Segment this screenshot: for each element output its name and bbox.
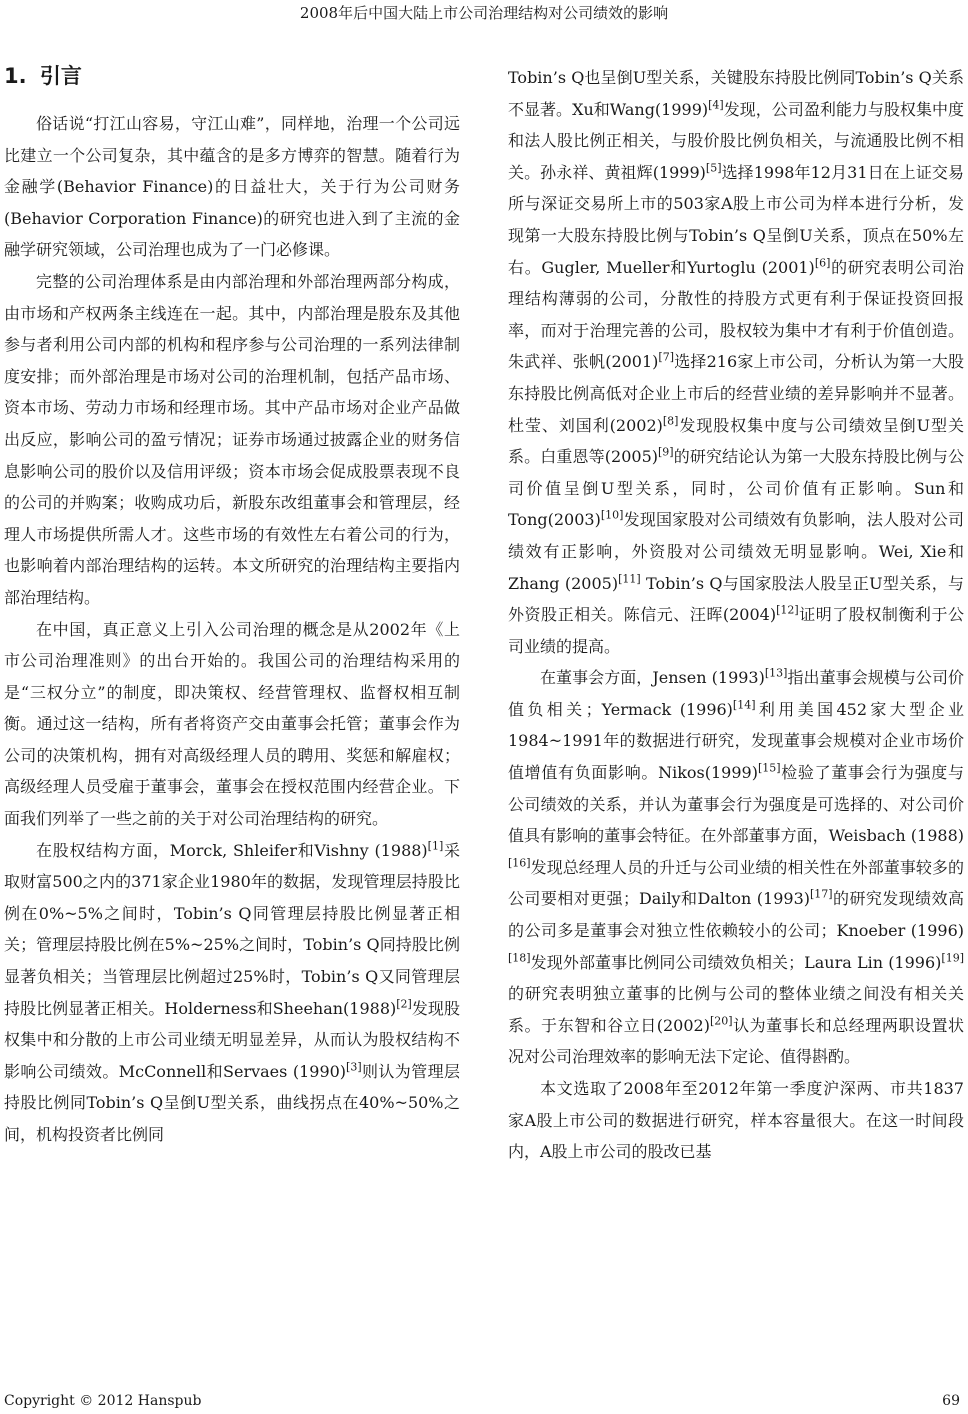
citation-ref: [6] (814, 256, 831, 270)
section-heading (4, 62, 460, 90)
text-run: 发现，公司盈利能力与股权集中度和法人股比例正相关，与股价股比例负相关，与流通股比例不相关。孙永祥、黄祖辉(1999) (508, 99, 964, 182)
text-run: 发现外部董事比例同公司绩效负相关；Laura Lin (1996) (530, 952, 942, 972)
paragraph (4, 835, 460, 1151)
text-run: 认为董事长和总经理两职设置状况对公司治理效率的影响无法下定论、值得斟酌。 (508, 1015, 964, 1067)
text-run: 则认为管理层持股比例同Tobin’s Q呈倒U型关系，曲线拐点在40%~50%之间，机构投资者比例同 (4, 1061, 460, 1144)
citation-ref: [3] (346, 1060, 362, 1074)
citation-ref: [19] (941, 951, 964, 965)
text-run: 的研究表明公司治理结构薄弱的公司，分散性的持股方式更有利于保证投资回报率，而对于治理完善的公司，股权较为集中才有利于价值创造。朱武祥、张帆(2001) (508, 257, 964, 372)
paragraph (508, 62, 964, 662)
paragraph (508, 1073, 964, 1168)
text-run: Tobin’s Q与国家股法人股呈正U型关系，与外资股正相关。陈信元、汪晖(2004) (508, 573, 964, 625)
text-run: 的研究表明独立董事的比例与公司的整体业绩之间没有相关关系。于东智和谷立日(2002) (508, 984, 964, 1035)
text-run: 利用美国452家大型企业1984~1991年的数据进行研究，发现董事会规模对企业市场价值增值有负面影响。Nikos(1999) (508, 699, 964, 783)
text-run: 检验了董事会行为强度与公司绩效的关系，并认为董事会行为强度是可选择的、对公司价值具有影响的董事会特征。在外部董事方面，Weisbach (1988) (508, 763, 964, 846)
citation-ref: [1] (427, 839, 444, 853)
citation-ref: [17] (810, 888, 833, 902)
citation-ref: [9] (658, 445, 674, 459)
section-title: 引言 (39, 64, 82, 88)
left-column (4, 62, 460, 1151)
text-run: 的研究发现绩效高的公司多是董事会对独立性依赖较小的公司；Knoeber (1996) (508, 889, 964, 941)
citation-ref: [5] (705, 161, 722, 175)
text-run: 选择216家上市公司，分析认为第一大股东持股比例高低对企业上市后的经营业绩的差异影响并不显著。杜莹、刘国利(2002) (508, 352, 964, 435)
text-run: 俗话说“打江山容易，守江山难”，同样地，治理一个公司远比建立一个公司复杂，其中蕴含的是多方博弈的智慧。随着行为金融学(Behavior Finance)的日益壮大，关于行为公司财务(Behavior Corporation Finance)的研究也进入到了主流的金融学研究领域，公司治理也成为了一门必修课。 (4, 114, 460, 260)
citation-ref: [4] (708, 98, 724, 112)
citation-ref: [16] (508, 856, 531, 870)
paragraph (4, 108, 460, 266)
text-run: 采取财富500之内的371家企业1980年的数据，发现管理层持股比例在0%~5%之间时，Tobin’s Q同管理层持股比例显著正相关；管理层持股比例在5%~25%之间时，Tobin’s Q同持股比例显著负相关；当管理层比例超过25%时，Tobin’s Q又同管理层持股比例显著正相关。Holderness和Sheehan(1988) (4, 840, 460, 1018)
citation-ref: [7] (658, 351, 675, 365)
text-run: 本文选取了2008年至2012年第一季度沪深两、市共1837家A股上市公司的数据进行研究，样本容量很大。在这一时间段内，A股上市公司的股改已基 (508, 1079, 964, 1162)
citation-ref: [18] (508, 951, 531, 965)
citation-ref: [15] (757, 761, 781, 775)
text-run: Tobin’s Q也呈倒U型关系，关键股东持股比例同Tobin’s Q关系不显著。Xu和Wang(1999) (508, 68, 964, 119)
text-run: 在中国，真正意义上引入公司治理的概念是从2002年《上市公司治理准则》的出台开始的。我国公司的治理结构采用的是“三权分立”的制度，即决策权、经营管理权、监督权相互制衡。通过这一结构，所有者将资产交由董事会托管；董事会作为公司的决策机构，拥有对高级经理人员的聘用、奖惩和解雇权；高级经理人员受雇于董事会，董事会在授权范围内经营企业。下面我们列举了一些之前的关于对公司治理结构的研究。 (4, 619, 460, 829)
citation-ref: [10] (600, 508, 624, 522)
paragraph (508, 662, 964, 1073)
paragraph (4, 614, 460, 835)
right-paragraphs (508, 62, 964, 1168)
page-number: 69 (942, 1393, 960, 1409)
text-run: 完整的公司治理体系是由内部治理和外部治理两部分构成，由市场和产权两条主线连在一起。其中，内部治理是股东及其他参与者利用公司内部的机构和程序参与公司治理的一系列法律制度安排；而外部治理是市场对公司的治理机制，包括产品市场、资本市场、劳动力市场和经理市场。其中产品市场对企业产品做出反应，影响公司的盈亏情况；证券市场通过披露企业的财务信息影响公司的股价以及信用评级；资本市场会促成股票表现不良的公司的并购案；收购成功后，新股东改组董事会和管理层，经理人市场提供所需人才。这些市场的有效性左右着公司的行为，也影响着内部治理结构的运转。本文所研究的治理结构主要指内部治理结构。 (4, 271, 460, 607)
text-run: 发现股权集中度与公司绩效呈倒U型关系。白重恩等(2005) (508, 415, 964, 467)
text-run: 发现国家股对公司绩效有负影响，法人股对公司绩效有正影响，外资股对公司绩效无明显影响。Wei, Xie和Zhang (2005) (508, 510, 964, 593)
footer-copyright: Copyright © 2012 Hanspub (4, 1393, 202, 1409)
text-run: 发现总经理人员的升迁与公司业绩的相关性在外部董事较多的公司要相对更强；Daily和Dalton (1993) (508, 857, 964, 909)
text-run: 发现股权集中和分散的上市公司业绩无明显差异，从而认为股权结构不影响公司绩效。McConnell和Servaes (1990) (4, 998, 460, 1081)
text-run: 选择1998年12月31日在上证交易所与深证交易所上市的503家A股上市公司为样本进行分析，发现第一大股东持股比例与Tobin’s Q呈倒U关系，顶点在50%左右。Gugler, Mueller和Yurtoglu (2001) (508, 162, 964, 277)
running-header: 2008年后中国大陆上市公司治理结构对公司绩效的影响 (299, 4, 669, 22)
citation-ref: [2] (396, 997, 412, 1011)
text-run: 在股权结构方面，Morck, Shleifer和Vishny (1988) (36, 840, 428, 860)
left-paragraphs (4, 108, 460, 1151)
text-run: 证明了股权制衡利于公司业绩的提高。 (508, 605, 964, 656)
text-run: 在董事会方面，Jensen (1993) (540, 668, 765, 688)
text-run: 指出董事会规模与公司价值负相关；Yermack (1996) (508, 668, 964, 719)
text-run: 的研究结论认为第一大股东持股比例与公司价值呈倒U型关系，同时，公司价值有正影响。Sun和Tong(2003) (508, 447, 964, 530)
citation-ref: [8] (662, 414, 679, 428)
right-column (508, 62, 964, 1168)
citation-ref: [12] (776, 603, 799, 617)
citation-ref: [20] (709, 1014, 733, 1028)
paragraph (4, 266, 460, 614)
citation-ref: [13] (764, 666, 788, 680)
section-number: 1. (4, 64, 27, 88)
citation-ref: [11] (618, 572, 641, 586)
citation-ref: [14] (732, 698, 756, 712)
